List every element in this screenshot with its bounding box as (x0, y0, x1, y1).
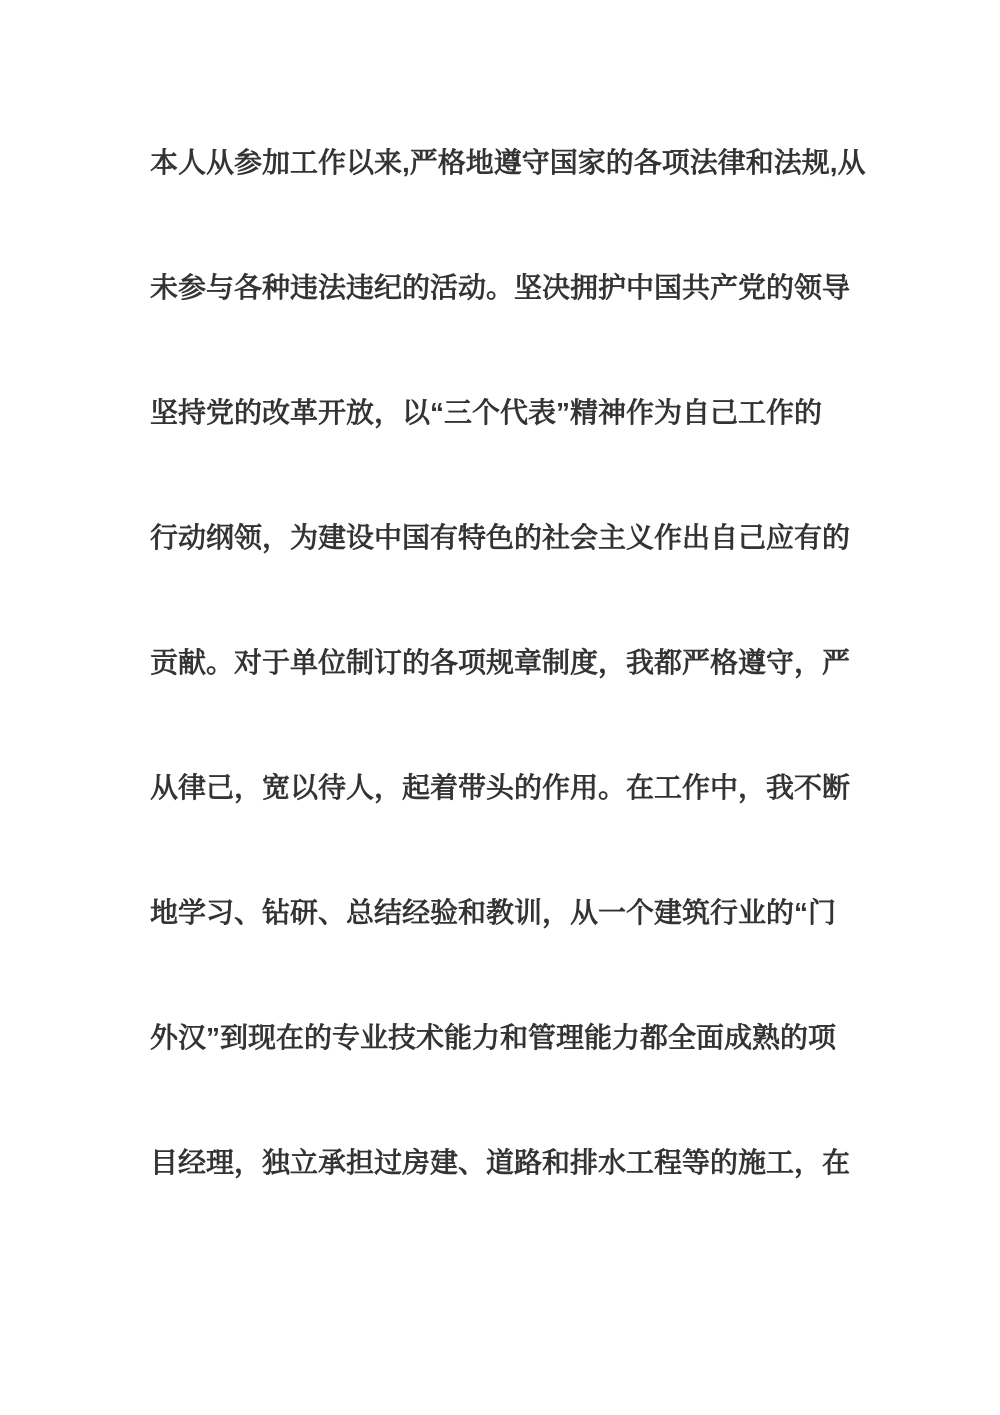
paragraph-line: 外汉”到现在的专业技术能力和管理能力都全面成熟的项 (150, 1022, 837, 1053)
paragraph-line: 从律己，宽以待人，起着带头的作用。在工作中，我不断 (150, 772, 851, 803)
paragraph-line: 本人从参加工作以来,严格地遵守国家的各项法律和法规,从 (150, 147, 866, 178)
paragraph-line: 贡献。对于单位制订的各项规章制度，我都严格遵守，严 (150, 647, 851, 678)
paragraph-line: 坚持党的改革开放，以“三个代表”精神作为自己工作的 (150, 397, 823, 428)
paragraph-line: 行动纲领，为建设中国有特色的社会主义作出自己应有的 (150, 522, 851, 553)
paragraph-line: 地学习、钻研、总结经验和教训，从一个建筑行业的“门 (150, 897, 837, 928)
paragraph (150, 100, 866, 1225)
paragraph-line: 目经理，独立承担过房建、道路和排水工程等的施工，在 (150, 1147, 851, 1178)
paragraph-line: 未参与各种违法违纪的活动。坚决拥护中国共产党的领导 (150, 272, 851, 303)
